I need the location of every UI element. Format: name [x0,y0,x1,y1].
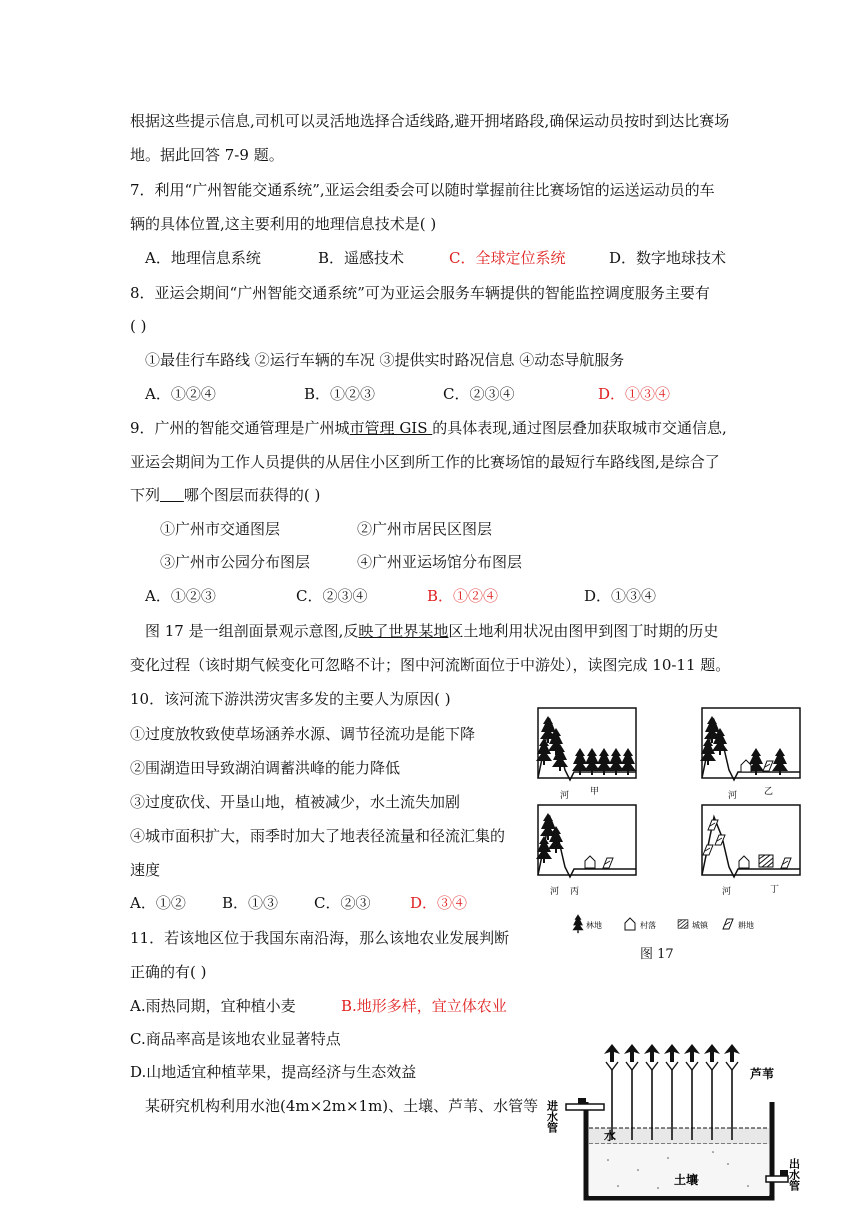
q10-item-2: ②围湖造田导致湖泊调蓄洪峰的能力降低 [130,759,401,777]
label-bing: 丙 [570,887,580,897]
q8-stem-2: ( ) [130,317,147,335]
fig17-intro-2: 变化过程（该时期气候变化可忽略不计；图中河流断面位于中游处），读图完成 10-11 题。 [130,656,731,674]
label-inlet: 进水管 [545,1100,559,1133]
q9-item-3: ③广州市公园分布图层 [160,553,311,571]
label-ding: 丁 [770,885,780,895]
pool-intro: 某研究机构利用水池(4m×2m×1m)、土壤、芦苇、水管等 [145,1097,539,1115]
q8-option-c: C．②③④ [443,385,515,403]
q8-option-a: A．①②④ [145,385,216,403]
q11-stem-1: 11．若该地区位于我国东南沿海，那么该地农业发展判断 [130,929,510,947]
q7-stem-1: 7．利用“广州智能交通系统”,亚运会组委会可以随时掌握前往比赛场馆的运送运动员的车 [130,181,715,199]
label-river-1: 河 [560,791,570,801]
q9-stem-1-a: 9．广州的智能交通管理是广州城 [130,419,350,437]
q8-items: ①最佳行车路线 ②运行车辆的车况 ③提供实时路况信息 ④动态导航服务 [145,351,625,369]
q10-option-a: A．①② [130,894,186,912]
panel-jia [536,708,636,801]
q9-blank [160,486,184,504]
q7-option-a: A．地理信息系统 [145,249,261,267]
q9-stem-3-b: 哪个图层而获得的( ) [183,486,321,504]
figure-17-legend [572,914,754,933]
q10-option-d: D．③④ [410,894,468,912]
q10-item-4-cont: 速度 [130,861,161,879]
q8-option-d: D．①③④ [598,385,671,403]
fig17-intro-1 [145,621,718,641]
q9-stem-3 [130,485,320,505]
pool-figure [545,1040,810,1210]
label-jia: 甲 [590,787,600,797]
q11-option-a: A.雨热同期，宜种植小麦 [130,997,296,1015]
q9-option-b: B．①②④ [427,587,499,605]
intro-line-2: 地。据此回答 7-9 题。 [130,146,284,164]
q9-stem-1-b: 的具体表现,通过图层叠加获取城市交通信息, [432,419,727,437]
legend-farmland: 耕地 [738,921,754,930]
label-soil: 土壤 [674,1173,699,1187]
q9-option-a: A．①②③ [145,587,216,605]
panel-bing [536,805,636,897]
figure-17-svg [530,700,810,970]
q10-item-4: ④城市面积扩大，雨季时加大了地表径流量和径流汇集的 [130,827,506,845]
legend-village: 村落 [640,921,656,930]
q10-item-1: ①过度放牧致使草场涵养水源、调节径流功是能下降 [130,725,476,743]
figure-17 [530,700,810,970]
label-water: 水 [604,1129,617,1143]
label-river-4: 河 [722,887,732,897]
pool-figure-svg [545,1040,810,1210]
q9-item-2: ②广州市居民区图层 [357,520,493,538]
q9-item-1: ①广州市交通图层 [160,520,281,538]
q10-item-3: ③过度砍伐、开垦山地，植被减少，水土流失加剧 [130,793,461,811]
label-river-3: 河 [550,887,560,897]
q11-option-b: B.地形多样，宜立体农业 [341,997,507,1015]
intro-line-1: 根据这些提示信息,司机可以灵活地选择合适线路,避开拥堵路段,确保运动员按时到达比赛场 [130,112,730,130]
fig17-intro-1-underlined: 映了世界某地 [358,622,449,640]
q9-stem-2: 亚运会期间为工作人员提供的从居住小区到所工作的比赛场馆的最短行车路线图,是综合了 [130,453,720,471]
q9-stem-1-underlined: 市管理 GIS [349,419,433,437]
panel-yi [700,708,800,801]
q11-option-d: D.山地适宜种植苹果，提高经济与生态效益 [130,1063,417,1081]
label-outlet: 出水管 [787,1158,801,1191]
figure-17-caption: 图 17 [640,947,674,962]
fig17-intro-1-b: 区土地利用状况由图甲到图丁时期的历史 [448,622,719,640]
q9-option-d: D．①③④ [584,587,657,605]
q10-stem: 10．该河流下游洪涝灾害多发的主要人为原因( ) [130,690,451,708]
q9-item-4: ④广州亚运场馆分布图层 [357,553,523,571]
q8-stem-1: 8．亚运会期间“广州智能交通系统”可为亚运会服务车辆提供的智能监控调度服务主要有 [130,284,710,302]
q9-option-c: C．②③④ [296,587,368,605]
label-yi: 乙 [764,787,774,797]
label-reed: 芦苇 [750,1067,775,1081]
q7-option-d: D．数字地球技术 [609,249,727,267]
q8-option-b: B．①②③ [304,385,376,403]
q7-option-b: B．遥感技术 [318,249,405,267]
q10-option-c: C．②③ [314,894,371,912]
legend-forest: 林地 [586,921,602,930]
q9-stem-1 [130,418,727,438]
q10-option-b: B．①③ [222,894,279,912]
q11-option-c: C.商品率高是该地农业显著特点 [130,1030,341,1048]
label-river-2: 河 [728,791,738,801]
panel-ding [702,805,800,897]
fig17-intro-1-a: 图 17 是一组剖面景观示意图,反 [145,622,359,640]
legend-town: 城镇 [692,921,708,930]
q9-stem-3-a: 下列 [130,486,161,504]
reed-heads [604,1044,740,1070]
q7-stem-2: 辆的具体位置,这主要利用的地理信息技术是( ) [130,215,437,233]
q7-option-c: C．全球定位系统 [449,249,566,267]
q11-stem-2: 正确的有( ) [130,963,207,981]
